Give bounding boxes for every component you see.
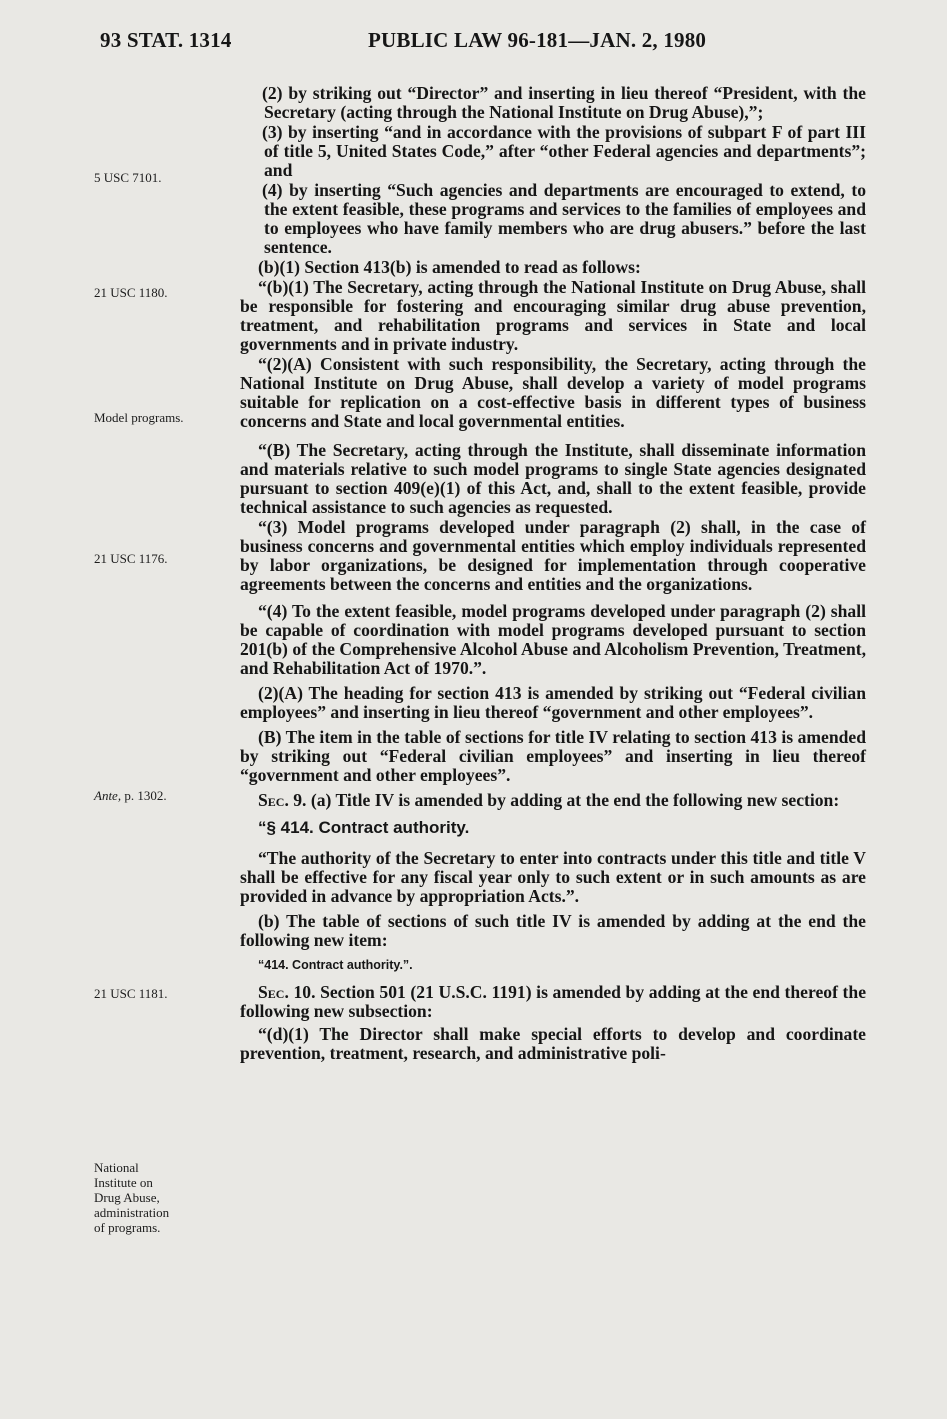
paragraph-3-subpart-f: (3) by inserting “and in accordance with the provisions of subpart F of part III of title 5, United States Code,” after “other Federal agencies and departments”; and	[262, 122, 866, 180]
margin-note-ante	[94, 788, 167, 803]
margin-note-ante-page: p. 1302.	[121, 788, 167, 803]
section-414-heading: “§ 414. Contract authority.	[258, 818, 470, 837]
section-9	[240, 791, 866, 810]
margin-note-line: of programs.	[94, 1220, 161, 1235]
margin-note-21-usc-1180: 21 USC 1180.	[94, 285, 168, 300]
section-9-text: 9. (a) Title IV is amended by adding at the end the following new section:	[288, 790, 840, 810]
margin-note-model-programs: Model programs.	[94, 410, 184, 425]
paragraph-2-striking-director: (2) by striking out “Director” and inserting in lieu thereof “President, with the Secretary (acting through the National Institute on Drug Abuse),”;	[262, 83, 866, 122]
table-item-414: “414. Contract authority.”.	[258, 958, 413, 972]
paragraph-2a-heading: (2)(A) The heading for section 413 is amended by striking out “Federal civilian employees” and inserting in lieu thereof “government and other employees”.	[240, 683, 866, 722]
paragraph-2b-disseminate: “(B) The Secretary, acting through the Institute, shall disseminate information and materials relative to such model programs to single State agencies designated pursuant to section 409(e)(1) of this Act, and, shall to the extent feasible, provide technical assistance to such agencies as requested.	[240, 440, 866, 517]
paragraph-b-table: (b) The table of sections of such title IV is amended by adding at the end the following new item:	[240, 911, 866, 950]
section-label: Sec.	[258, 982, 289, 1002]
margin-note-21-usc-1176: 21 USC 1176.	[94, 551, 168, 566]
paragraph-3-labor-organizations: “(3) Model programs developed under paragraph (2) shall, in the case of business concerns and governmental entities which employ individuals represented by labor organizations, be designed for implementation through cooperative agreements between the concerns and entities and the organizations.	[240, 517, 866, 594]
section-10-text: 10. Section 501 (21 U.S.C. 1191) is amended by adding at the end thereof the following new subsection:	[240, 982, 866, 1021]
margin-note-5-usc-7101: 5 USC 7101.	[94, 170, 162, 185]
paragraph-2a-model-programs: “(2)(A) Consistent with such responsibility, the Secretary, acting through the National Institute on Drug Abuse, shall develop a variety of model programs suitable for replication on a cost-effective basis in different types of business concerns and State and local governmental entities.	[240, 354, 866, 431]
margin-note-nida-administration	[94, 1160, 169, 1235]
statute-page-number: 93 STAT. 1314	[100, 28, 232, 52]
margin-note-line: Drug Abuse,	[94, 1190, 160, 1205]
margin-note-line: National	[94, 1160, 139, 1175]
margin-note-21-usc-1181: 21 USC 1181.	[94, 986, 168, 1001]
section-10	[240, 983, 866, 1021]
statute-body	[240, 84, 866, 1064]
paragraph-4-coordination: “(4) To the extent feasible, model programs developed under paragraph (2) shall be capable of coordination with model programs developed pursuant to section 201(b) of the Comprehensive Alcohol Abuse and Alcoholism Prevention, Treatment, and Rehabilitation Act of 1970.”.	[240, 601, 866, 678]
margin-note-line: administration	[94, 1205, 170, 1220]
section-label: Sec.	[258, 790, 289, 810]
paragraph-2b-table-item: (B) The item in the table of sections for title IV relating to section 413 is amended by striking out “Federal civilian employees” and inserting in lieu thereof “government and other employees”.	[240, 727, 866, 785]
paragraph-b1-text: “(b)(1) The Secretary, acting through the National Institute on Drug Abuse, shall be responsible for fostering and encouraging similar drug abuse prevention, treatment, and rehabilitation programs and services in State and local governments and in private industry.	[240, 277, 866, 354]
margin-note-line: Institute on	[94, 1175, 153, 1190]
paragraph-d1-director: “(d)(1) The Director shall make special efforts to develop and coordinate prevention, treatment, research, and administrative poli-	[240, 1024, 866, 1063]
public-law-title: PUBLIC LAW 96-181—JAN. 2, 1980	[368, 28, 707, 52]
section-414-text: “The authority of the Secretary to enter into contracts under this title and title V shall be effective for any fiscal year only to such extent or in such amounts as are provided in advance by appropriation Acts.”.	[240, 848, 866, 906]
margin-note-ante-italic: Ante,	[94, 788, 122, 803]
paragraph-b1-amendment: (b)(1) Section 413(b) is amended to read as follows:	[258, 257, 641, 277]
margin-notes	[94, 0, 234, 1419]
paragraph-4-families: (4) by inserting “Such agencies and departments are encouraged to extend, to the extent feasible, these programs and services to the families of employees and to employees who have family members who are drug abusers.” before the last sentence.	[262, 180, 866, 257]
